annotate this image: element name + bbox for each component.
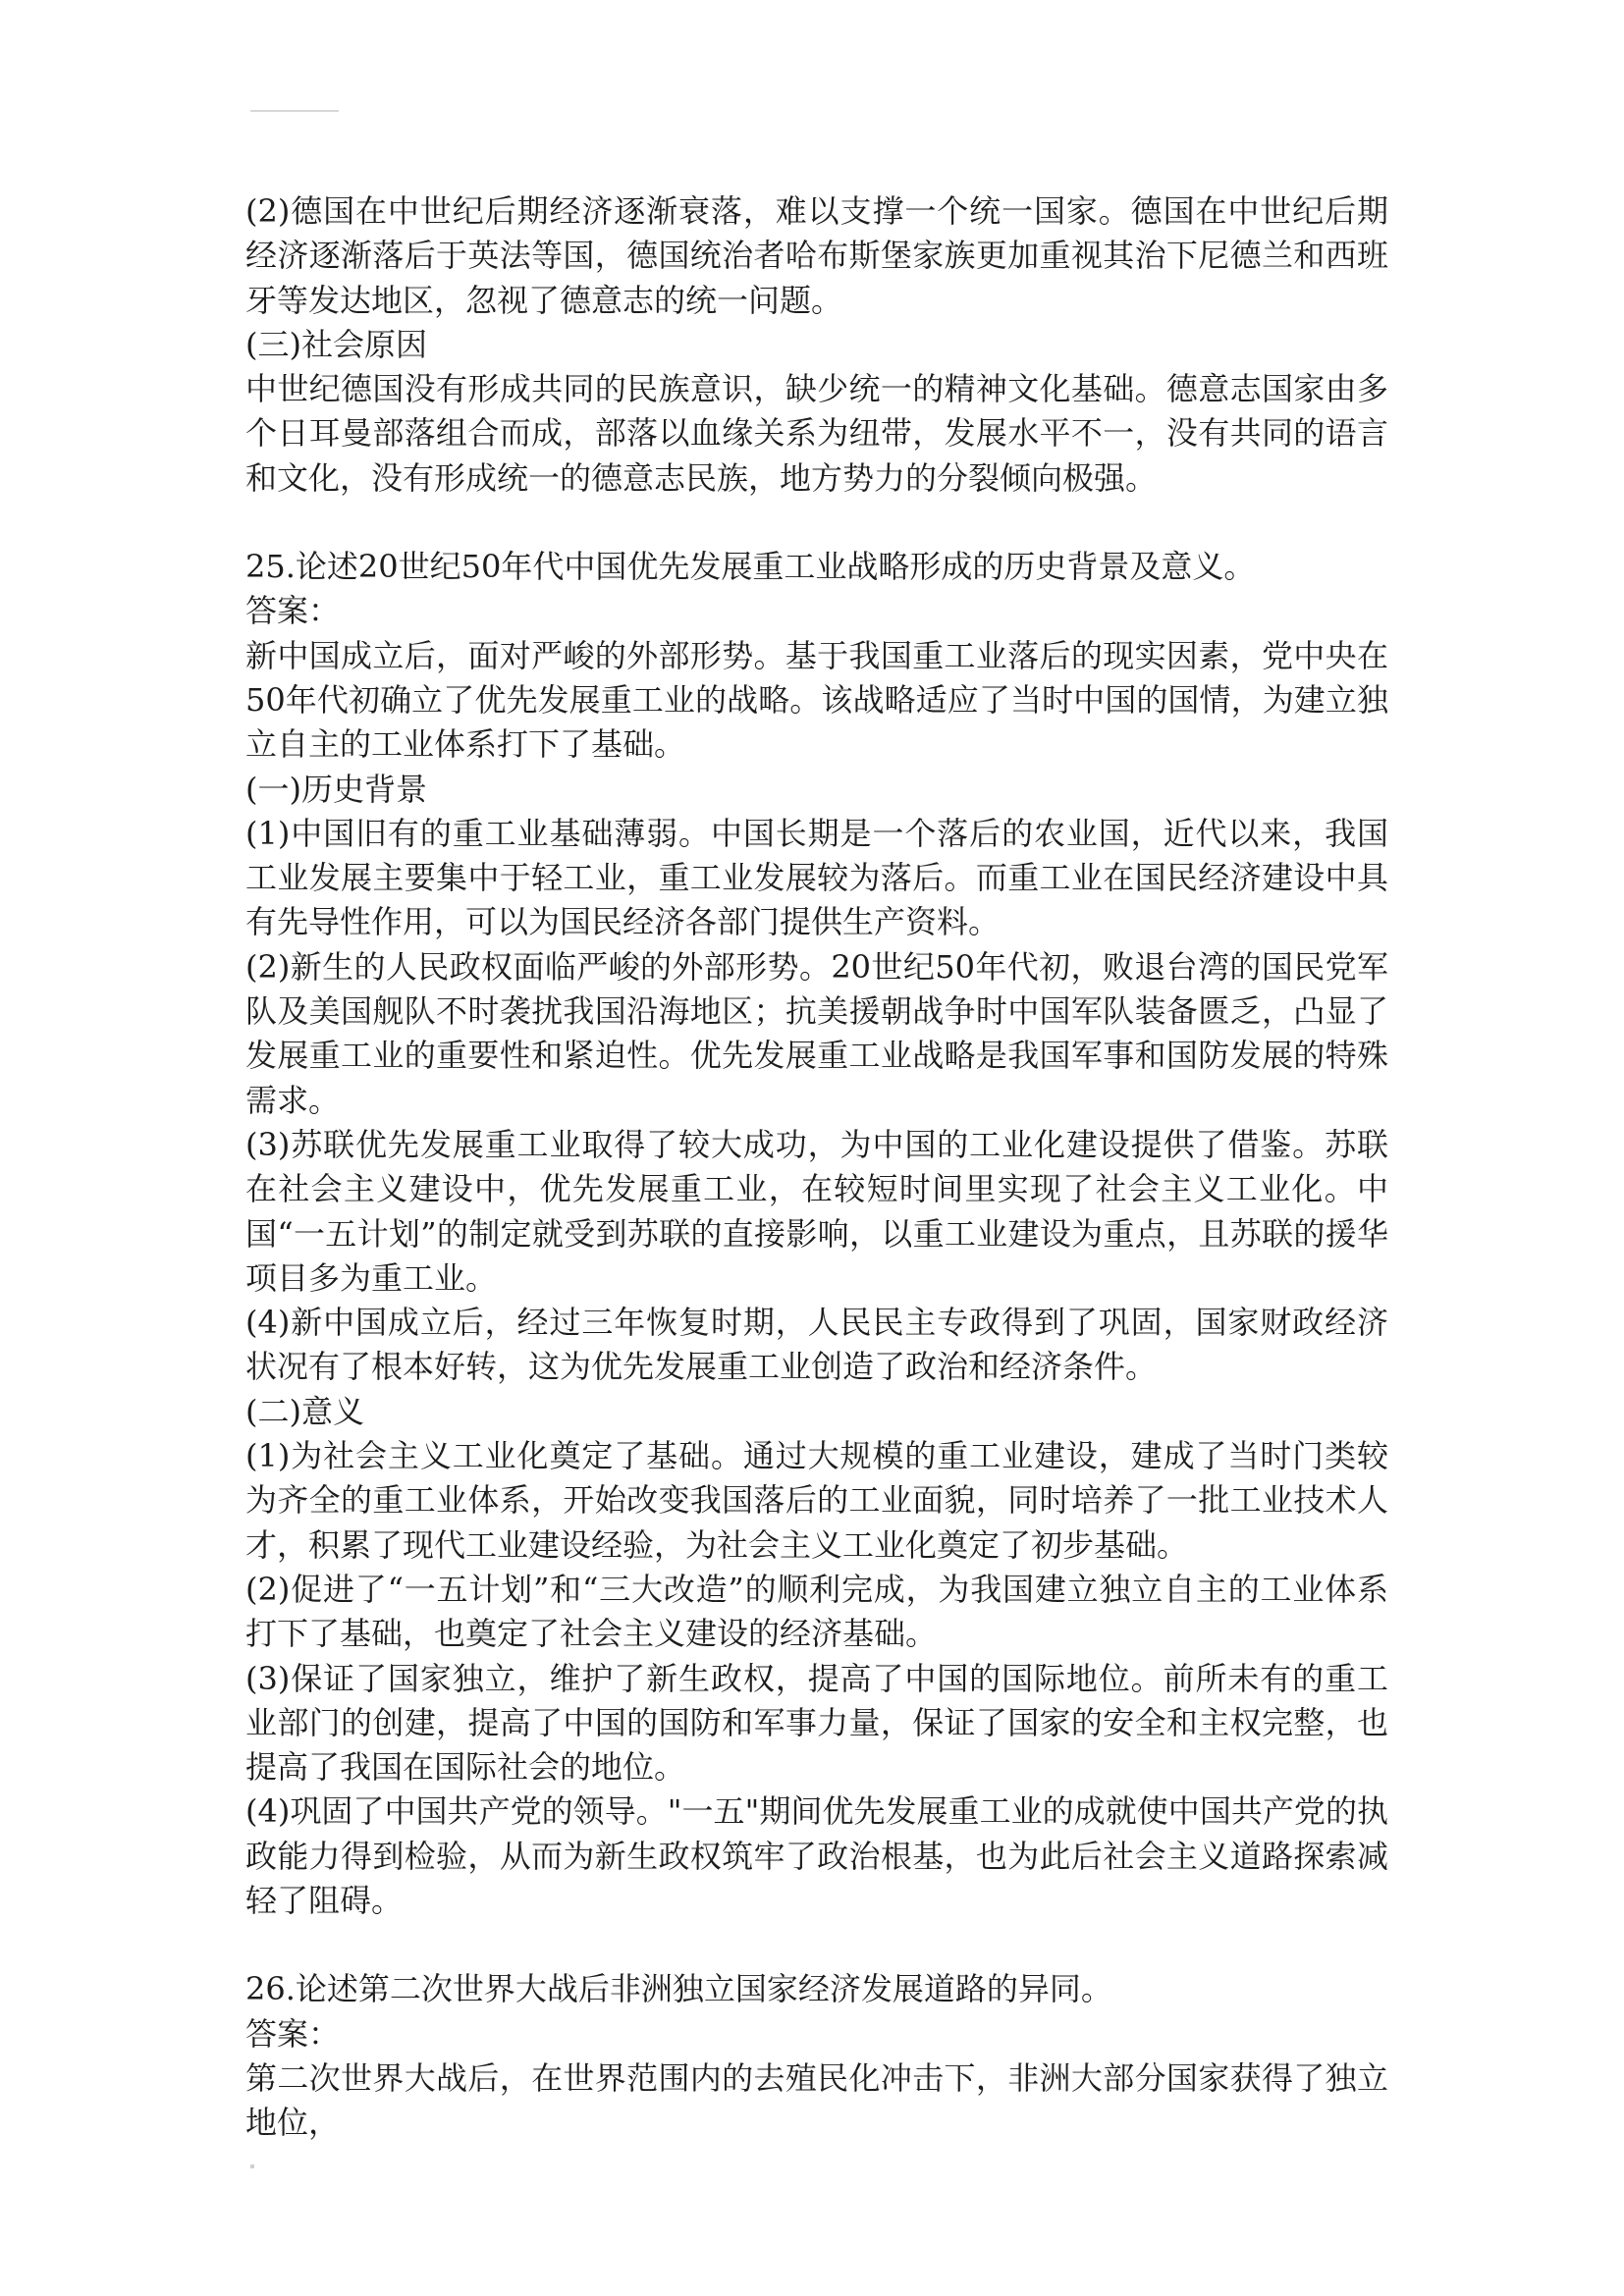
paragraph-significance-4: (4)巩固了中国共产党的领导。"一五"期间优先发展重工业的成就使中国共产党的执政能力得到检验，从而为新生政权筑牢了政治根基，也为此后社会主义道路探索减轻了阻碍。 (245, 1792, 1388, 1919)
paragraph-germany-economy: (2)德国在中世纪后期经济逐渐衰落，难以支撑一个统一国家。德国在中世纪后期经济逐渐落后于英法等国，德国统治者哈布斯堡家族更加重视其治下尼德兰和西班牙等发达地区，忽视了德意志的统一问题。 (245, 192, 1388, 319)
paragraph-social-causes: 中世纪德国没有形成共同的民族意识，缺少统一的精神文化基础。德意志国家由多个日耳曼部落组合而成，部落以血缘关系为纽带，发展水平不一，没有共同的语言和文化，没有形成统一的德意志民族，地方势力的分裂倾向极强。 (245, 370, 1388, 497)
document-body (245, 189, 1388, 2145)
paragraph-background-4: (4)新中国成立后，经过三年恢复时期，人民民主专政得到了巩固，国家财政经济状况有了根本好转，这为优先发展重工业创造了政治和经济条件。 (245, 1304, 1388, 1386)
paragraph-background-1: (1)中国旧有的重工业基础薄弱。中国长期是一个落后的农业国，近代以来，我国工业发展主要集中于轻工业，重工业发展较为落后。而重工业在国民经济建设中具有先导性作用，可以为国民经济各部门提供生产资料。 (245, 814, 1388, 941)
answer-label-25: 答案： (245, 592, 341, 630)
paragraph-significance-3: (3)保证了国家独立，维护了新生政权，提高了中国的国际地位。前所未有的重工业部门的创建，提高了中国的国防和军事力量，保证了国家的安全和主权完整，也提高了我国在国际社会的地位。 (245, 1659, 1388, 1787)
paragraph-significance-1: (1)为社会主义工业化奠定了基础。通过大规模的重工业建设，建成了当时门类较为齐全的重工业体系，开始改变我国落后的工业面貌，同时培养了一批工业技术人才，积累了现代工业建设经验，为社会主义工业化奠定了初步基础。 (245, 1437, 1388, 1564)
heading-significance: (二)意义 (245, 1392, 364, 1430)
heading-historical-background: (一)历史背景 (245, 770, 427, 808)
header-mark (250, 110, 339, 112)
heading-social-causes: (三)社会原因 (245, 325, 427, 363)
paragraph-significance-2: (2)促进了“一五计划”和“三大改造”的顺利完成，为我国建立独立自主的工业体系打下了基础，也奠定了社会主义建设的经济基础。 (245, 1570, 1388, 1653)
question-26: 26.论述第二次世界大战后非洲独立国家经济发展道路的异同。 (245, 1970, 1112, 2008)
footer-mark (250, 2164, 254, 2168)
paragraph-answer-25-intro: 新中国成立后，面对严峻的外部形势。基于我国重工业落后的现实因素，党中央在50年代初确立了优先发展重工业的战略。该战略适应了当时中国的国情，为建立独立自主的工业体系打下了基础。 (245, 636, 1388, 764)
paragraph-gap (245, 501, 1388, 545)
paragraph-background-2: (2)新生的人民政权面临严峻的外部形势。20世纪50年代初，败退台湾的国民党军队及美国舰队不时袭扰我国沿海地区；抗美援朝战争时中国军队装备匮乏，凸显了发展重工业的重要性和紧迫性。优先发展重工业战略是我国军事和国防发展的特殊需求。 (245, 947, 1388, 1119)
paragraph-gap (245, 1923, 1388, 1967)
paragraph-background-3: (3)苏联优先发展重工业取得了较大成功，为中国的工业化建设提供了借鉴。苏联在社会主义建设中，优先发展重工业，在较短时间里实现了社会主义工业化。中国“一五计划”的制定就受到苏联的直接影响，以重工业建设为重点，且苏联的援华项目多为重工业。 (245, 1125, 1388, 1297)
question-25: 25.论述20世纪50年代中国优先发展重工业战略形成的历史背景及意义。 (245, 548, 1256, 586)
answer-label-26: 答案： (245, 2014, 341, 2053)
paragraph-answer-26-intro: 第二次世界大战后，在世界范围内的去殖民化冲击下，非洲大部分国家获得了独立地位， (245, 2058, 1388, 2142)
